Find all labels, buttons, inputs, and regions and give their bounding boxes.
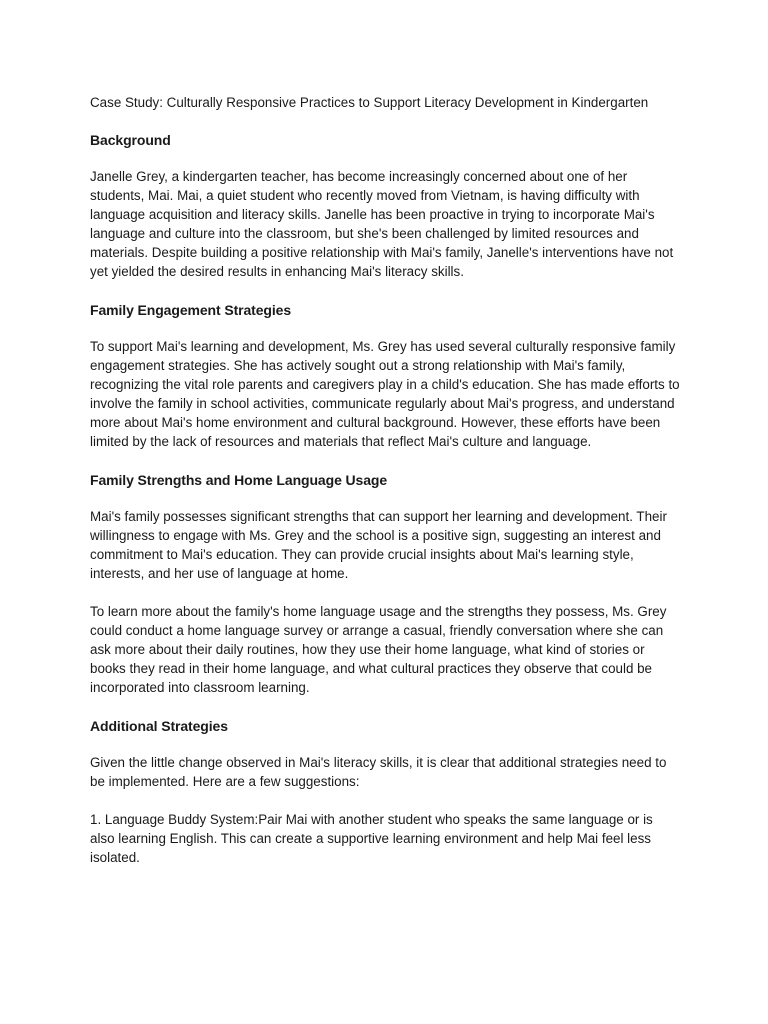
section-family-engagement (90, 300, 680, 451)
paragraph: Given the little change observed in Mai's literacy skills, it is clear that additional strategies need to be implemented. Here are a few suggestions: (90, 755, 667, 789)
section-additional-strategies (90, 716, 680, 867)
list-item: 1. Language Buddy System:Pair Mai with another student who speaks the same language or is also learning English. This can create a supportive learning environment and help Mai feel less isolated. (90, 812, 653, 865)
section-background (90, 130, 680, 281)
paragraph: Janelle Grey, a kindergarten teacher, has become increasingly concerned about one of her students, Mai. Mai, a quiet student who recently moved from Vietnam, is having difficulty with language acquisition and literacy skills. Janelle has been proactive in trying to incorporate Mai's language and culture into the classroom, but she's been challenged by limited resources and materials. Despite building a positive relationship with Mai's family, Janelle's interventions have not yet yielded the desired results in enhancing Mai's literacy skills. (90, 169, 674, 279)
section-heading: Family Engagement Strategies (90, 302, 292, 318)
document-title: Case Study: Culturally Responsive Practices to Support Literacy Development in Kindergarten (90, 95, 649, 110)
paragraph: To support Mai's learning and development, Ms. Grey has used several culturally responsive family engagement strategies. She has actively sought out a strong relationship with Mai's family, recognizing the vital role parents and caregivers play in a child's education. She has made efforts to involve the family in school activities, communicate regularly about Mai's progress, and understand more about Mai's home environment and cultural background. However, these efforts have been limited by the lack of resources and materials that reflect Mai's culture and language. (90, 339, 680, 449)
paragraph: Mai's family possesses significant strengths that can support her learning and development. Their willingness to engage with Ms. Grey and the school is a positive sign, suggesting an interest and commitment to Mai's education. They can provide crucial insights about Mai's learning style, interests, and her use of language at home. (90, 509, 667, 581)
paragraph: To learn more about the family's home language usage and the strengths they possess, Ms. Grey could conduct a home language survey or arrange a casual, friendly conversation where she can ask more about their daily routines, how they use their home language, what kind of stories or books they read in their home language, and what cultural practices they observe that could be incorporated into classroom learning. (90, 604, 667, 695)
section-heading: Family Strengths and Home Language Usage (90, 472, 388, 488)
document-page (90, 93, 680, 886)
section-family-strengths (90, 470, 680, 697)
section-heading: Background (90, 132, 171, 148)
section-heading: Additional Strategies (90, 718, 228, 734)
